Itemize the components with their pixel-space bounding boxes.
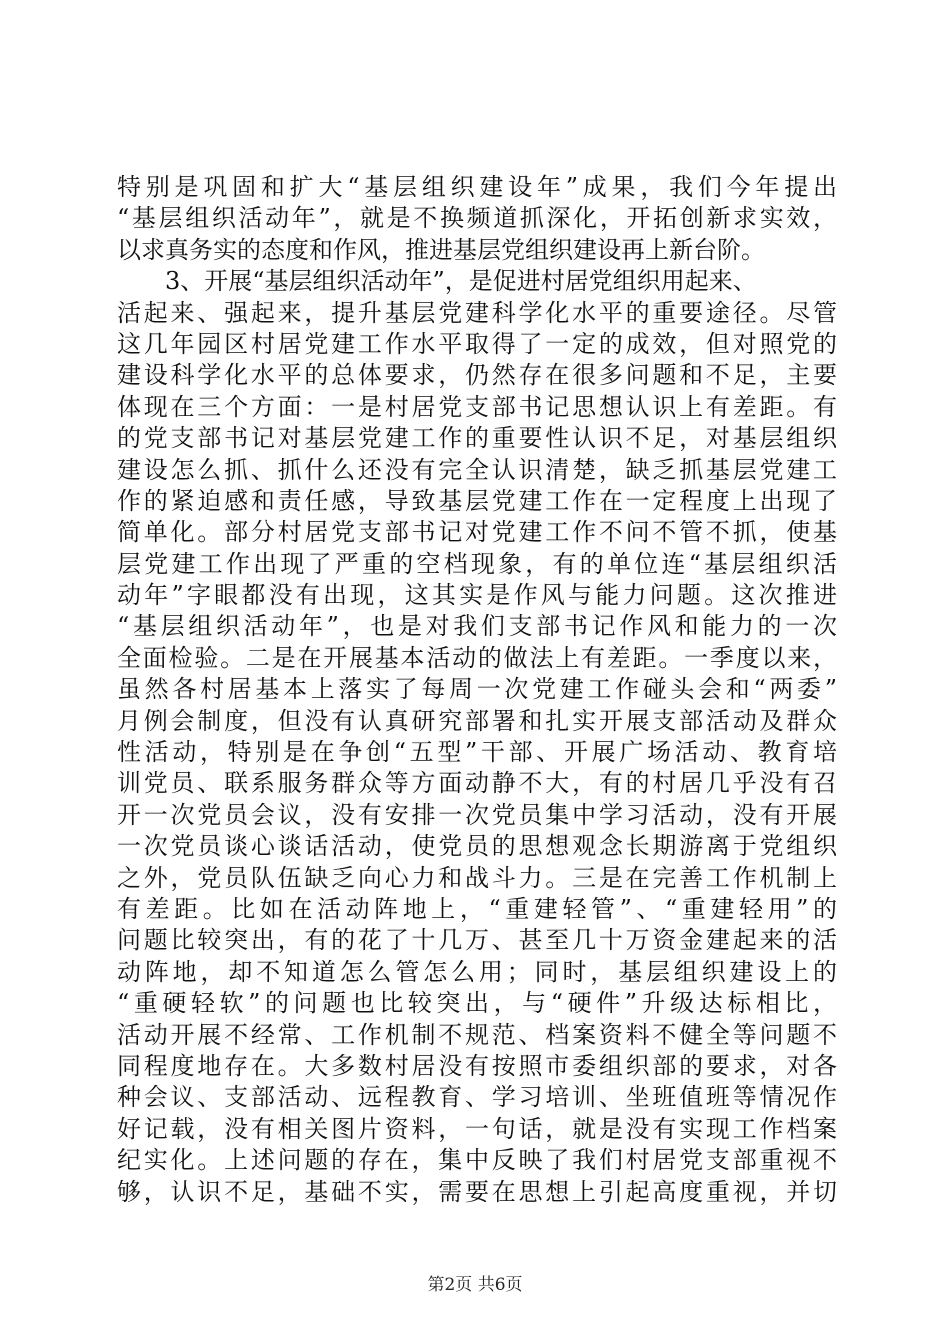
text-line: “重硬轻软”的问题也比较突出，与“硬件”升级达标相比， [117, 989, 837, 1018]
paragraph-2 [117, 266, 837, 1208]
page-number-label: 第2页 共6页 [427, 1275, 523, 1295]
text-line: 层党建工作出现了严重的空档现象，有的单位连“基层组织活 [117, 549, 837, 578]
text-line: 动年”字眼都没有出现，这其实是作风与能力问题。这次推进 [117, 581, 837, 610]
text-line: 动阵地，却不知道怎么管怎么用；同时，基层组织建设上的 [117, 957, 837, 986]
text-line: 建设科学化水平的总体要求，仍然存在很多问题和不足，主要 [117, 361, 837, 390]
text-line: 活动开展不经常、工作机制不规范、档案资料不健全等问题不 [117, 1020, 837, 1049]
text-line: 作的紧迫感和责任感，导致基层党建工作在一定程度上出现了 [117, 486, 837, 515]
text-line: 同程度地存在。大多数村居没有按照市委组织部的要求，对各 [117, 1051, 837, 1080]
text-line: 这几年园区村居党建工作水平取得了一定的成效，但对照党的 [117, 329, 837, 358]
text-line: 活起来、强起来，提升基层党建科学化水平的重要途径。尽管 [117, 298, 837, 327]
text-line: 性活动，特别是在争创“五型”干部、开展广场活动、教育培 [117, 738, 837, 767]
text-line: 种会议、支部活动、远程教育、学习培训、坐班值班等情况作 [117, 1083, 837, 1112]
text-line: 3、开展“基层组织活动年”，是促进村居党组织用起来、 [165, 267, 757, 296]
text-line: 开一次党员会议，没有安排一次党员集中学习活动，没有开展 [117, 800, 837, 829]
text-line: 建设怎么抓、抓什么还没有完全认识清楚，缺乏抓基层党建工 [117, 455, 837, 484]
text-line: 够，认识不足，基础不实，需要在思想上引起高度重视，并切 [117, 1177, 837, 1206]
text-line: 简单化。部分村居党支部书记对党建工作不问不管不抓，使基 [117, 518, 837, 547]
body-text [117, 172, 837, 1208]
text-line: 虽然各村居基本上落实了每周一次党建工作碰头会和“两委” [117, 675, 837, 704]
text-line: 的党支部书记对基层党建工作的重要性认识不足，对基层组织 [117, 424, 837, 453]
text-line: 纪实化。上述问题的存在，集中反映了我们村居党支部重视不 [117, 1146, 837, 1175]
page-footer [0, 1270, 950, 1295]
text-line: 特别是巩固和扩大“基层组织建设年”成果，我们今年提出 [117, 173, 837, 201]
text-line: 全面检验。二是在开展基本活动的做法上有差距。一季度以来， [117, 643, 837, 672]
text-line: 体现在三个方面：一是村居党支部书记思想认识上有差距。有 [117, 392, 837, 421]
text-line: 月例会制度，但没有认真研究部署和扎实开展支部活动及群众 [117, 706, 837, 735]
text-line: 训党员、联系服务群众等方面动静不大，有的村居几乎没有召 [117, 769, 837, 798]
text-line: “基层组织活动年”，就是不换频道抓深化，开拓创新求实效， [117, 204, 837, 233]
text-line: 好记载，没有相关图片资料，一句话，就是没有实现工作档案 [117, 1114, 837, 1143]
text-line: 有差距。比如在活动阵地上，“重建轻管”、“重建轻用”的 [117, 894, 837, 923]
text-line: “基层组织活动年”，也是对我们支部书记作风和能力的一次 [117, 612, 837, 641]
text-line: 以求真务实的态度和作风，推进基层党组织建设再上新台阶。 [117, 235, 765, 264]
text-line: 之外，党员队伍缺乏向心力和战斗力。三是在完善工作机制上 [117, 863, 837, 892]
paragraph-1 [117, 172, 837, 266]
text-line: 问题比较突出，有的花了十几万、甚至几十万资金建起来的活 [117, 926, 837, 955]
text-line: 一次党员谈心谈话活动，使党员的思想观念长期游离于党组织 [117, 832, 837, 861]
